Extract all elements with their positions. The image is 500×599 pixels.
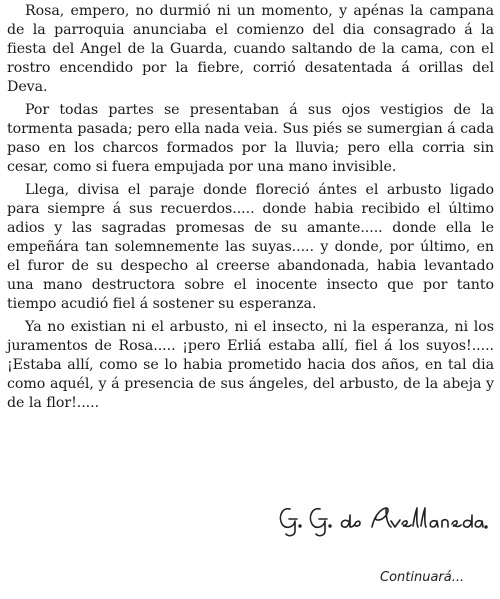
paragraph-1: Rosa, empero, no durmió ni un momento, y apénas la campana de la parroquia anunciaba el comienzo del dia consagrado á la fiesta del Angel de la Guarda, cuando saltando de la cama, con el rostro encendido por la fiebre, corrió desatentada á orillas del Deva. <box>7 3 494 95</box>
body-text <box>7 2 494 417</box>
paragraph-3: Llega, divisa el paraje donde floreció ántes el arbusto ligado para siempre á sus recuerdos..... donde habia recibido el último adios y las sagradas promesas de su amante..... donde ella le empeñára tan solemnemente las suyas..... y donde, por último, en el furor de su despecho al creerse abandonada, habia levantado una mano destructora sobre el inocente insecto que por tanto tiempo acudió fiel á sostener su esperanza. <box>7 182 494 312</box>
signature-handwriting <box>276 499 488 539</box>
continued-label: Continuará... <box>380 570 465 585</box>
paragraph-2: Por todas partes se presentaban á sus ojos vestigios de la tormenta pasada; pero ella nada veia. Sus piés se sumergian á cada paso en los charcos formados por la lluvia; pero ella corria sin cesar, como si fuera empujada por una mano invisible. <box>7 102 494 175</box>
paragraph-4: Ya no existian ni el arbusto, ni el insecto, ni la esperanza, ni los juramentos de Rosa..... ¡pero Erliá estaba allí, fiel á los suyos!..... ¡Estaba allí, como se lo habia prometido hacia dos años, en tal dia como aquél, y á presencia de sus ángeles, del arbusto, de la abeja y de la flor!..... <box>7 319 494 411</box>
signature <box>276 499 488 539</box>
